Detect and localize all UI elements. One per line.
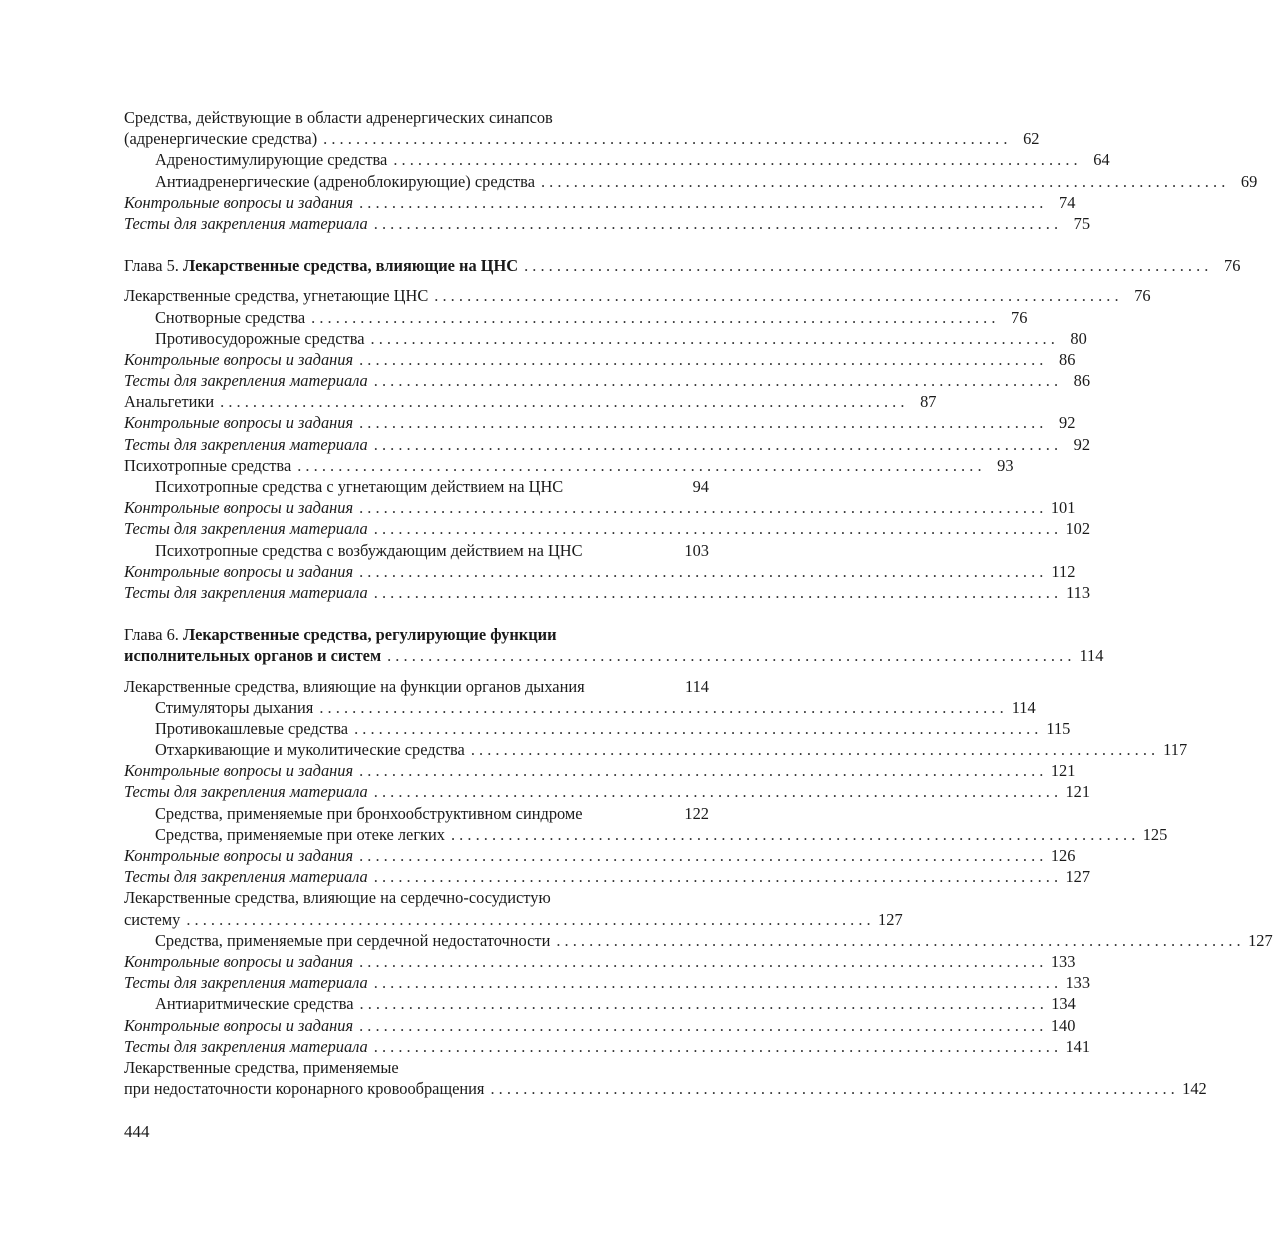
chapter-name: Лекарственные средства, влияющие на ЦНС [182,256,519,276]
chapter-heading [124,645,1104,666]
leader-dots [524,255,1208,276]
toc-page-number: 101 [1050,498,1076,518]
toc-entry-title: Противосудорожные средства [155,328,365,348]
leader-dots [371,328,1055,349]
toc-page-number: 127 [1248,930,1273,950]
toc-entry [124,739,1188,760]
toc-entry-title: Контрольные вопросы и задания [124,761,354,781]
toc-entry-title: Тесты для закрепления материала [124,213,368,233]
toc-entry-title: Лекарственные средства, угнетающие ЦНС [124,286,429,306]
leader-dots [359,497,1043,518]
toc-page-number: 121 [1050,761,1076,781]
leader-dots [297,455,981,476]
toc-entry [124,307,1028,328]
leader-dots [374,1036,1058,1057]
toc-entry [124,887,709,908]
toc-entry [124,412,1076,433]
leader-dots [311,307,995,328]
toc-entry-title: Психотропные средства с возбуждающим действием на ЦНС [155,540,583,560]
toc-page-number: 103 [684,540,709,560]
toc-entry-title: Психотропные средства с угнетающим действием на ЦНС [155,477,564,496]
toc-entry [124,1057,709,1078]
toc-entry [124,285,1151,306]
toc-entry-title: Психотропные средства [124,455,292,475]
toc-page-number: 86 [1059,349,1076,369]
toc-entry-title: Контрольные вопросы и задания [124,349,354,369]
leader-dots [374,370,1058,391]
leader-dots [541,171,1225,192]
toc-page-number: 93 [997,455,1014,475]
toc-entry-title: Тесты для закрепления материала [124,371,368,391]
toc-entry-title: Контрольные вопросы и задания [124,192,354,212]
toc-entry [124,909,903,930]
toc-page-number: 75 [1073,213,1091,233]
leader-dots [374,434,1058,455]
toc-entry [124,845,1076,866]
spacer [124,234,709,255]
toc-page-number: 62 [1023,129,1040,149]
toc-page-number: 125 [1142,824,1168,844]
toc-entry-title: Стимуляторы дыхания [155,697,314,717]
toc-entry-title: Снотворные средства [155,307,306,327]
toc-entry [124,697,1036,718]
toc-entry-title: при недостаточности коронарного кровообращения [124,1079,485,1099]
toc-entry [124,540,709,561]
toc-page-number: 117 [1163,740,1188,760]
toc-page-number: 115 [1046,718,1071,738]
toc-page-number: 114 [685,676,709,696]
toc-entry [124,213,1091,234]
toc-entry [124,434,1091,455]
toc-entry [124,718,1071,739]
leader-dots [359,760,1043,781]
toc-entry-title: Средства, действующие в области адренергических синапсов [124,108,553,127]
toc-page-number: 94 [692,477,709,496]
toc-entry [124,192,1076,213]
toc-entry [124,1078,1207,1099]
toc-entry-title: Средства, применяемые при бронхообструктивном синдроме [155,803,583,823]
toc-entry-title: Тесты для закрепления материала [124,1036,368,1056]
toc-entry-title: Лекарственные средства, влияющие на сердечно-сосудистую [124,888,551,908]
leader-dots [451,824,1135,845]
toc-page-number: 69 [1240,171,1258,191]
toc-entry [124,760,1076,781]
toc-page-number: 114 [1079,646,1104,666]
leader-dots [374,582,1058,603]
toc-entry [124,349,1076,370]
toc-entry-title: Тесты для закрепления материала [124,434,368,454]
toc-entry-title: систему [124,909,181,929]
toc-entry [124,107,709,128]
toc-page-number: 112 [1051,561,1076,581]
toc-entry-title: Контрольные вопросы и задания [124,846,354,865]
toc-page-number: 127 [878,909,903,929]
toc-entry [124,803,709,824]
leader-dots [359,951,1043,972]
leader-dots [374,972,1058,993]
toc-page-number: 134 [1051,994,1076,1014]
chapter-name: Лекарственные средства, регулирующие функции [182,625,557,645]
toc-entry [124,128,1040,149]
toc-page-number: 141 [1065,1036,1091,1056]
leader-dots [186,909,870,930]
toc-entry [124,951,1076,972]
toc-entry-title: Средства, применяемые при сердечной недостаточности [155,930,551,950]
toc-entry-title: Средства, применяемые при отеке легких [155,824,445,844]
toc-entry [124,391,937,412]
toc-page-number: 64 [1093,150,1110,170]
toc-entry [124,328,1087,349]
toc-page-number: 121 [1065,782,1091,802]
toc-page-number: 126 [1050,846,1076,865]
toc-entry [124,370,1091,391]
toc-page-number: 76 [1011,307,1028,327]
toc-page-number: 74 [1059,192,1076,212]
leader-dots [359,845,1043,866]
leader-dots [471,739,1155,760]
toc-entry-title: Контрольные вопросы и задания [124,951,354,971]
toc-entry [124,676,709,697]
toc-entry-title: Лекарственные средства, применяемые [124,1057,399,1077]
toc-page-number: 142 [1182,1079,1207,1099]
page-number: 444 [124,1122,150,1141]
toc-entry [124,171,1258,192]
toc-entry [124,455,1014,476]
toc-entry-title: Контрольные вопросы и задания [124,561,354,581]
toc-entry [124,1036,1091,1057]
leader-dots [359,412,1043,433]
leader-dots [220,391,904,412]
toc-entry-title: Тесты для закрепления материала [124,973,368,993]
toc-entry [124,476,709,497]
toc-page-number: 133 [1050,951,1076,971]
toc-entry [124,930,1273,951]
toc-page-number: 140 [1050,1015,1076,1035]
leader-dots [393,149,1077,170]
leader-dots [319,697,1003,718]
toc-page-number: 133 [1065,973,1091,993]
chapter-name: исполнительных органов и систем [124,646,382,666]
toc-entry [124,1015,1076,1036]
spacer [124,276,709,285]
leader-dots [359,561,1043,582]
chapter-heading [124,255,1241,276]
toc-entry-title: Адреностимулирующие средства [155,150,388,170]
toc-page-number: 127 [1065,867,1091,887]
toc-entry [124,824,1168,845]
toc-entry [124,781,1091,802]
toc-entry-title: Тесты для закрепления материала [124,519,368,539]
leader-dots [359,349,1043,370]
toc-entry-title: Контрольные вопросы и задания [124,413,354,433]
toc-entry-title: Тесты для закрепления материала [124,782,368,802]
toc-entry-title: Тесты для закрепления материала [124,582,368,602]
toc-entry [124,149,1110,170]
toc-entry [124,561,1076,582]
toc-entry-title: Антиаритмические средства [155,994,354,1014]
toc-entry-title: Отхаркивающие и муколитические средства [155,740,465,760]
spacer [124,667,709,676]
toc-page-number: 113 [1066,582,1091,602]
toc-page-number: 122 [684,803,709,823]
chapter-title [124,625,557,644]
toc-entry [124,866,1091,887]
toc-page-number: 76 [1134,286,1151,306]
toc-entry-title: Контрольные вопросы и задания [124,498,354,518]
toc-entry [124,582,1091,603]
leader-dots [359,1015,1043,1036]
chapter-prefix: Глава 5. [124,256,183,276]
leader-dots [374,781,1058,802]
leader-dots [374,866,1058,887]
toc-entry [124,518,1091,539]
toc-entry [124,972,1091,993]
leader-dots [323,128,1007,149]
toc-entry-title: Анальгетики [124,392,215,412]
leader-dots [556,930,1240,951]
toc-page-number: 114 [1011,697,1036,717]
leader-dots [387,645,1071,666]
leader-dots [374,518,1058,539]
toc-page-number: 80 [1070,328,1087,348]
leader-dots [359,192,1043,213]
table-of-contents [124,107,1273,1099]
toc-entry [124,993,1076,1014]
toc-entry-title: Антиадренергические (адреноблокирующие) средства [155,171,535,191]
toc-page-number: 102 [1065,519,1091,539]
toc-entry-title: Контрольные вопросы и задания [124,1015,354,1035]
toc-page-number: 76 [1224,256,1241,276]
leader-dots [434,285,1118,306]
chapter-prefix: Глава 6. [124,625,183,645]
toc-entry-title: (адренергические средства) [124,129,318,149]
toc-page-number: 92 [1059,413,1076,433]
leader-dots [360,993,1044,1014]
toc-entry-title: Противокашлевые средства [155,718,349,738]
toc-page-number: 86 [1073,371,1091,391]
toc-page-number: 92 [1073,434,1091,454]
chapter-title [124,255,518,276]
leader-dots [374,213,1058,234]
leader-dots [354,718,1038,739]
toc-entry-title: Лекарственные средства, влияющие на функции органов дыхания [124,676,585,696]
chapter-heading [124,624,709,645]
leader-dots [490,1078,1174,1099]
spacer [124,603,709,624]
toc-entry [124,497,1076,518]
toc-entry-title: Тесты для закрепления материала [124,867,368,887]
toc-page-number: 87 [920,392,937,412]
